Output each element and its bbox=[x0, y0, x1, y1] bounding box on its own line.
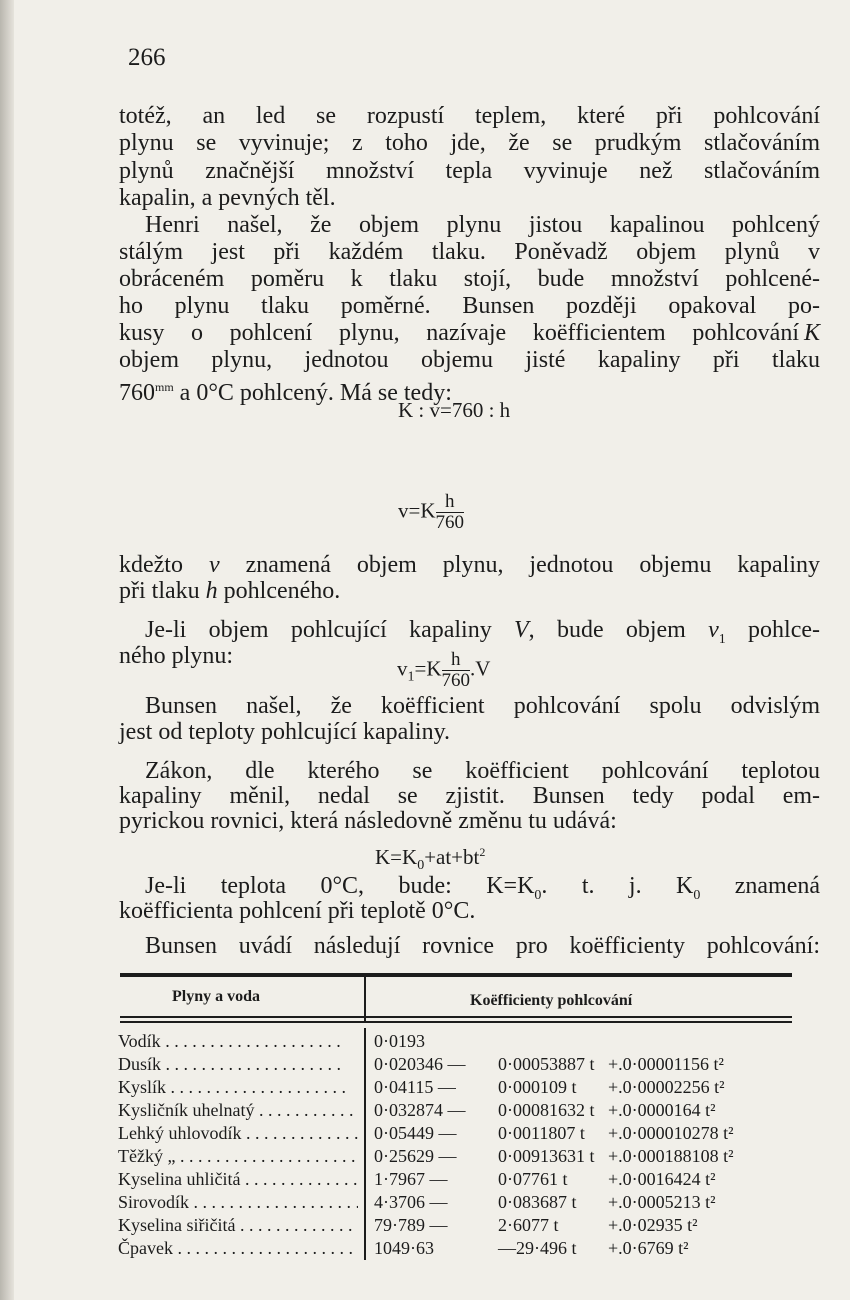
text-line: kapalin, a pevných těl. bbox=[119, 185, 336, 211]
formula bbox=[397, 650, 490, 691]
text: znamená objem plynu, jednotou objemu kapaliny bbox=[219, 552, 820, 578]
gas-name: Čpavek . . . bbox=[118, 1237, 358, 1260]
text-line: Bunsen uvádí následují rovnice pro koëfficienty pohlcování: bbox=[145, 933, 820, 959]
text-line bbox=[119, 373, 820, 406]
coefficient-term-b: 0·00081632 t bbox=[498, 1100, 595, 1120]
coefficient-term-c: +.0·0016424 t² bbox=[608, 1169, 716, 1189]
coefficient-term-c: +.0·0005213 t² bbox=[608, 1192, 716, 1212]
variable: V bbox=[514, 617, 529, 643]
numerator: h bbox=[436, 492, 465, 513]
coefficient-term-c: +.0·00001156 t² bbox=[608, 1054, 724, 1074]
coefficient-term-c: +.0·02935 t² bbox=[608, 1215, 698, 1235]
value: 760 bbox=[119, 380, 155, 406]
gas-name: Kyselina uhličitá . . . bbox=[118, 1168, 358, 1191]
coefficient-term-c: +.0·0000164 t² bbox=[608, 1100, 716, 1120]
table-top-rule bbox=[120, 973, 792, 977]
text-line: Henri našel, že objem plynu jistou kapalinou pohlcený bbox=[145, 212, 820, 238]
text-line: objem plynu, jednotou objemu jisté kapaliny při tlaku bbox=[119, 347, 820, 373]
coefficient-term-b: 0·07761 t bbox=[498, 1169, 568, 1189]
coefficient-term-a: 79·789 — bbox=[374, 1215, 448, 1235]
coefficient-term-b: 0·083687 t bbox=[498, 1192, 577, 1212]
subscript: 0 bbox=[534, 887, 542, 903]
coefficient-term-a: 0·0193 bbox=[374, 1031, 425, 1051]
text-line: Zákon, dle kterého se koëfficient pohlcování teplotou bbox=[145, 758, 820, 784]
coefficient-term-a: 1·7967 — bbox=[374, 1169, 448, 1189]
text-line: obráceném poměru k tlaku stojí, bude množství pohlcené- bbox=[119, 266, 820, 292]
coefficient-term-c: +.0·00002256 t² bbox=[608, 1077, 725, 1097]
text-line: kapaliny měnil, nedal se zjistit. Bunsen tedy podal em- bbox=[119, 783, 820, 809]
coefficient-term-b: 0·0011807 t bbox=[498, 1123, 585, 1143]
text-line bbox=[145, 872, 820, 903]
variable: v bbox=[708, 617, 719, 643]
text-line: Bunsen našel, že koëfficient pohlcování spolu odvislým bbox=[145, 693, 820, 719]
coefficient-term-b: 0·00913631 t bbox=[498, 1146, 595, 1166]
formula-rhs: .V bbox=[470, 656, 491, 681]
gas-name: Vodík . . . bbox=[118, 1030, 358, 1053]
table-row bbox=[118, 1030, 818, 1053]
unit: mm bbox=[155, 380, 174, 394]
coefficient-term-c: +.0·000188108 t² bbox=[608, 1146, 734, 1166]
coefficient-term-b: 0·00053887 t bbox=[498, 1054, 595, 1074]
gas-name: Kyslík . . . bbox=[118, 1076, 358, 1099]
text: . t. j. K bbox=[541, 873, 694, 899]
text-line: ho plynu tlaku poměrné. Bunsen později opakoval po- bbox=[119, 293, 820, 319]
fraction bbox=[442, 650, 471, 691]
text-line: ného plynu: bbox=[119, 643, 233, 669]
text-line: stálým jest při každém tlaku. Poněvadž objem plynů v bbox=[119, 239, 820, 265]
gas-name: Dusík . . . bbox=[118, 1053, 358, 1076]
coefficient-term-a: 0·032874 — bbox=[374, 1100, 466, 1120]
table-row bbox=[118, 1099, 818, 1122]
text-line: pyrickou rovnici, která následovně změnu tu udává: bbox=[119, 808, 617, 834]
text: kdežto bbox=[119, 552, 209, 578]
text: pohlceného. bbox=[217, 578, 341, 604]
gas-name: Sirovodík . . . bbox=[118, 1191, 358, 1214]
numerator: h bbox=[442, 650, 471, 671]
text: , bude objem bbox=[528, 617, 709, 643]
variable-k: K bbox=[804, 320, 821, 346]
table-row bbox=[118, 1237, 818, 1260]
table-double-rule bbox=[120, 1016, 792, 1018]
coefficient-term-c: +.0·6769 t² bbox=[608, 1238, 689, 1258]
text-line: jest od teploty pohlcující kapaliny. bbox=[119, 719, 451, 745]
gas-name: Kyselina siřičitá . . . bbox=[118, 1214, 358, 1237]
text: Je-li teplota 0°C, bude: K=K bbox=[145, 873, 535, 899]
subscript: 1 bbox=[718, 631, 726, 647]
table-header-gases: Plyny a voda bbox=[172, 988, 261, 1005]
denominator: 760 bbox=[441, 670, 471, 691]
subscript: 0 bbox=[417, 858, 425, 874]
coefficient-term-a: 4·3706 — bbox=[374, 1192, 448, 1212]
gas-name: Těžký „ . . . bbox=[118, 1145, 358, 1168]
coefficient-term-c: +.0·000010278 t² bbox=[608, 1123, 734, 1143]
text-line: totéž, an led se rozpustí teplem, které při pohlcování bbox=[119, 103, 820, 129]
variable: h bbox=[205, 578, 218, 604]
table-row bbox=[118, 1122, 818, 1145]
text: při tlaku bbox=[119, 578, 206, 604]
text-line: plynu se vyvinuje; z toho jde, že se prudkým stlačováním bbox=[119, 130, 820, 156]
coefficient-term-b: —29·496 t bbox=[498, 1238, 577, 1258]
coefficient-term-a: 0·020346 — bbox=[374, 1054, 466, 1074]
text-line bbox=[119, 551, 820, 579]
text-line: koëfficienta pohlcení při teplotě 0°C. bbox=[119, 898, 476, 924]
formula-lhs: v=K bbox=[398, 498, 436, 523]
text-line bbox=[145, 616, 820, 647]
variable: v bbox=[208, 552, 220, 578]
denominator: 760 bbox=[435, 512, 465, 533]
subscript: 1 bbox=[407, 669, 415, 685]
page-number: 266 bbox=[128, 44, 166, 71]
superscript: 2 bbox=[479, 845, 486, 859]
coefficient-term-a: 0·05449 — bbox=[374, 1123, 457, 1143]
table-row bbox=[118, 1053, 818, 1076]
table-row bbox=[118, 1191, 818, 1214]
text: a 0°C pohlcený. Má se tedy: bbox=[173, 380, 452, 406]
table-row bbox=[118, 1214, 818, 1237]
text: K=K bbox=[375, 845, 418, 869]
page-gutter-shadow bbox=[0, 0, 14, 1300]
gas-name: Kysličník uhelnatý . . . bbox=[118, 1099, 358, 1122]
coefficient-term-b: 0·000109 t bbox=[498, 1077, 577, 1097]
table-row bbox=[118, 1145, 818, 1168]
table-row bbox=[118, 1168, 818, 1191]
gas-name: Lehký uhlovodík . . . bbox=[118, 1122, 358, 1145]
text: +at+bt bbox=[424, 845, 480, 869]
coefficient-term-a: 0·25629 — bbox=[374, 1146, 457, 1166]
coefficient-term-a: 1049·63 bbox=[374, 1238, 434, 1258]
formula: K : v=760 : h bbox=[398, 398, 511, 422]
formula bbox=[398, 492, 464, 533]
subscript: 0 bbox=[693, 887, 701, 903]
formula-lhs: v bbox=[397, 656, 408, 681]
text: pohlce- bbox=[725, 617, 820, 643]
fraction bbox=[436, 492, 465, 533]
table-header-coefficients: Koëfficienty pohlcování bbox=[470, 992, 633, 1009]
table-double-rule bbox=[120, 1021, 792, 1023]
text: znamená bbox=[700, 873, 820, 899]
text: Je-li objem pohlcující kapaliny bbox=[145, 617, 514, 643]
text-line: plynů značnější množství tepla vyvinuje než stlačováním bbox=[119, 158, 820, 184]
formula bbox=[375, 845, 485, 874]
table-row bbox=[118, 1076, 818, 1099]
text-line: kusy o pohlcení plynu, nazívaje koëfficientem pohlcování bbox=[119, 320, 799, 346]
coefficient-term-b: 2·6077 t bbox=[498, 1215, 559, 1235]
text-line bbox=[119, 577, 820, 605]
coefficient-term-a: 0·04115 — bbox=[374, 1077, 456, 1097]
formula-eq: =K bbox=[414, 656, 442, 681]
